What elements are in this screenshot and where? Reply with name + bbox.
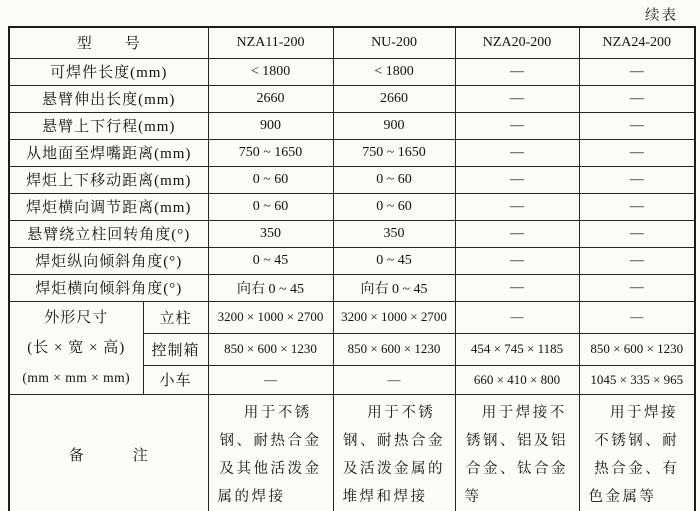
- cell-value: 0 ~ 45: [333, 247, 455, 274]
- table-header-row: [9, 27, 695, 58]
- table-row-remarks: [9, 394, 695, 511]
- dimensions-sublabel: 立柱: [143, 301, 208, 333]
- cell-value: —: [455, 274, 579, 301]
- table-row: [9, 274, 695, 301]
- dimensions-label: [9, 301, 143, 394]
- table-row-dimensions-column: [9, 301, 695, 333]
- cell-value: —: [455, 112, 579, 139]
- remark-cell: 用于焊接不锈钢、耐热合金、有色金属等: [579, 394, 695, 511]
- cell-value: —: [455, 247, 579, 274]
- cell-value: 0 ~ 60: [208, 166, 333, 193]
- dimensions-label-line: 外形尺寸: [44, 309, 109, 326]
- remark-cell: 用于不锈钢、耐热合金及活泼金属的堆焊和焊接: [333, 394, 455, 511]
- row-label: 悬臂伸出长度(mm): [9, 85, 208, 112]
- table-row: [9, 58, 695, 85]
- cell-value: 0 ~ 60: [333, 193, 455, 220]
- cell-value: —: [579, 58, 695, 85]
- cell-value: —: [579, 247, 695, 274]
- continued-table-label: 续表: [645, 8, 678, 24]
- cell-value: —: [579, 85, 695, 112]
- cell-value: —: [579, 193, 695, 220]
- cell-value: 454 × 745 × 1185: [455, 333, 579, 365]
- cell-value: —: [455, 166, 579, 193]
- cell-value: 850 × 600 × 1230: [579, 333, 695, 365]
- cell-value: —: [579, 274, 695, 301]
- cell-value: —: [579, 166, 695, 193]
- cell-value: 850 × 600 × 1230: [208, 333, 333, 365]
- cell-value: —: [455, 193, 579, 220]
- model-header-label: 型 号: [9, 27, 208, 58]
- cell-value: —: [208, 365, 333, 394]
- table-row: [9, 247, 695, 274]
- row-label: 可焊件长度(mm): [9, 58, 208, 85]
- cell-value: 3200 × 1000 × 2700: [208, 301, 333, 333]
- cell-value: —: [579, 220, 695, 247]
- cell-value: 900: [333, 112, 455, 139]
- model-name-nza24-200: NZA24-200: [579, 27, 695, 58]
- cell-value: 900: [208, 112, 333, 139]
- row-label: 悬臂上下行程(mm): [9, 112, 208, 139]
- cell-value: 2660: [333, 85, 455, 112]
- cell-value: 750 ~ 1650: [208, 139, 333, 166]
- cell-value: —: [455, 139, 579, 166]
- cell-value: 1045 × 335 × 965: [579, 365, 695, 394]
- remarks-label: 备 注: [9, 394, 208, 511]
- cell-value: < 1800: [208, 58, 333, 85]
- cell-value: —: [455, 58, 579, 85]
- cell-value: —: [579, 301, 695, 333]
- cell-value: —: [455, 85, 579, 112]
- table-row: [9, 193, 695, 220]
- dimensions-sublabel: 控制箱: [143, 333, 208, 365]
- row-label: 焊炬上下移动距离(mm): [9, 166, 208, 193]
- cell-value: 0 ~ 60: [333, 166, 455, 193]
- table-row: [9, 112, 695, 139]
- cell-value: —: [579, 139, 695, 166]
- cell-value: 350: [333, 220, 455, 247]
- model-name-nza20-200: NZA20-200: [455, 27, 579, 58]
- model-name-nu-200: NU-200: [333, 27, 455, 58]
- cell-value: —: [455, 301, 579, 333]
- row-label: 焊炬纵向倾斜角度(°): [9, 247, 208, 274]
- table-row: [9, 166, 695, 193]
- cell-value: < 1800: [333, 58, 455, 85]
- row-label: 从地面至焊嘴距离(mm): [9, 139, 208, 166]
- cell-value: 850 × 600 × 1230: [333, 333, 455, 365]
- cell-value: 660 × 410 × 800: [455, 365, 579, 394]
- cell-value: 750 ~ 1650: [333, 139, 455, 166]
- model-name-nza11-200: NZA11-200: [208, 27, 333, 58]
- cell-value: 0 ~ 45: [208, 247, 333, 274]
- cell-value: 0 ~ 60: [208, 193, 333, 220]
- dimensions-label-line: (长 × 宽 × 高): [27, 339, 126, 356]
- cell-value: 2660: [208, 85, 333, 112]
- cell-value: 3200 × 1000 × 2700: [333, 301, 455, 333]
- remark-cell: 用于焊接不锈钢、铝及铝合金、钛合金等: [455, 394, 579, 511]
- spec-table: [8, 26, 696, 511]
- cell-value: —: [333, 365, 455, 394]
- cell-value: 350: [208, 220, 333, 247]
- table-row: [9, 85, 695, 112]
- cell-value: 向右 0 ~ 45: [333, 274, 455, 301]
- table-row: [9, 220, 695, 247]
- row-label: 焊炬横向倾斜角度(°): [9, 274, 208, 301]
- cell-value: —: [455, 220, 579, 247]
- cell-value: 向右 0 ~ 45: [208, 274, 333, 301]
- cell-value: —: [579, 112, 695, 139]
- table-row: [9, 139, 695, 166]
- dimensions-label-line: (mm × mm × mm): [22, 369, 131, 385]
- row-label: 焊炬横向调节距离(mm): [9, 193, 208, 220]
- row-label: 悬臂绕立柱回转角度(°): [9, 220, 208, 247]
- remark-cell: 用于不锈钢、耐热合金及其他活泼金属的焊接: [208, 394, 333, 511]
- dimensions-sublabel: 小车: [143, 365, 208, 394]
